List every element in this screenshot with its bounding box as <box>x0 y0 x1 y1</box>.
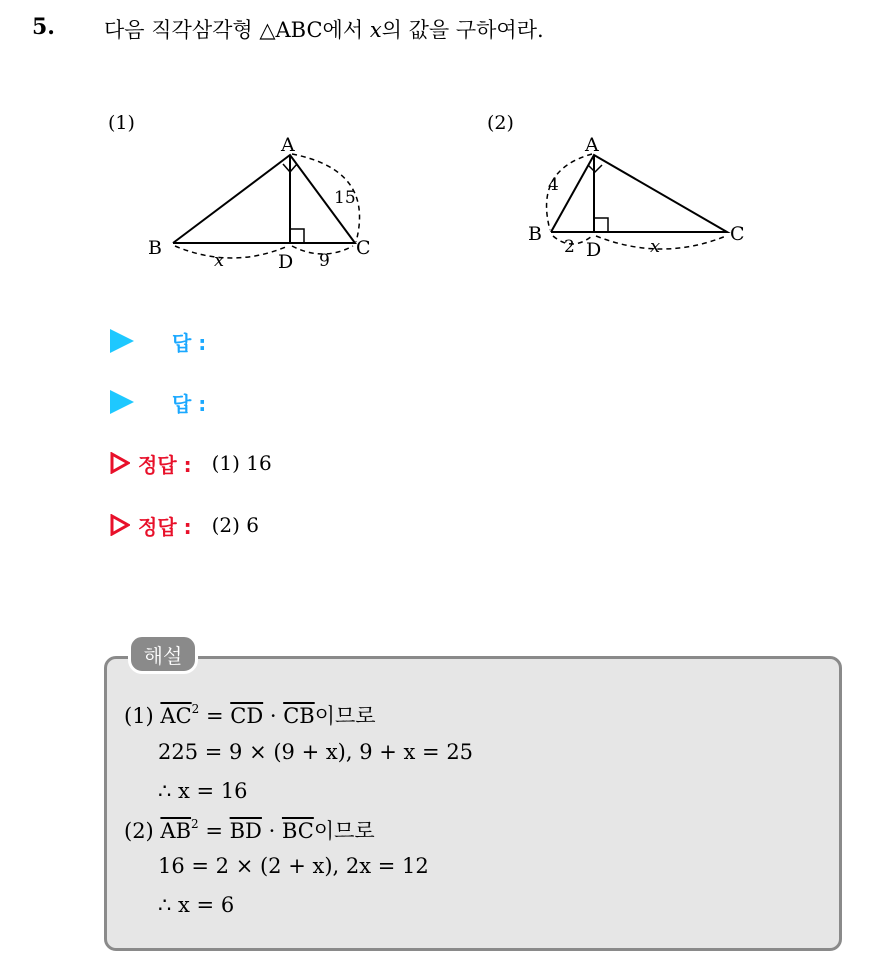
figure-1-right-angle-d <box>290 229 304 243</box>
question-text <box>104 14 544 44</box>
equals: = <box>198 819 230 843</box>
question-text-before: 다음 직각삼각형 △ABC에서 <box>104 18 370 42</box>
figure-1-vertex-b: B <box>148 237 162 259</box>
figure-1-diagram <box>140 130 390 270</box>
solution-1-line-1 <box>124 700 376 730</box>
solution-2-line-1 <box>124 815 375 845</box>
figure-2-vertex-a: A <box>585 134 599 156</box>
segment-ac: $\overline{AC}$ <box>160 704 192 728</box>
correct-answer-row-1 <box>110 448 272 478</box>
outline-triangle-icon <box>110 452 130 474</box>
figure-1-length-dc: 9 <box>319 251 330 270</box>
figure-2-label: (2) <box>487 112 514 134</box>
figure-1-vertex-a: A <box>281 134 295 156</box>
figure-2-vertex-d: D <box>586 239 602 261</box>
figure-2-length-bd: 2 <box>564 237 575 257</box>
figure-2-right-angle-d <box>594 218 608 232</box>
segment-cd: $\overline{CD}$ <box>230 704 264 728</box>
segment-cb: $\overline{CB}$ <box>283 704 315 728</box>
solution-2-line-2: 16 = 2 × (2 + x), 2x = 12 <box>158 854 429 878</box>
solution-1-line-3: ∴ x = 16 <box>158 779 248 803</box>
solution-2-line-3: ∴ x = 6 <box>158 893 235 917</box>
solution-2-prefix: (2) <box>124 819 161 843</box>
play-icon <box>110 390 134 414</box>
answer-row-1 <box>110 326 206 356</box>
question-text-after: 의 값을 구하여라. <box>381 18 544 42</box>
answer-row-2 <box>110 387 206 417</box>
correct-answer-label: 정답 : <box>138 452 192 477</box>
solution-tag: 해설 <box>128 634 198 674</box>
figure-1-vertex-d: D <box>278 251 294 270</box>
play-icon <box>110 329 134 353</box>
question-number: 5. <box>32 14 55 40</box>
solution-1-line-2: 225 = 9 × (9 + x), 9 + x = 25 <box>158 740 474 764</box>
segment-bc: $\overline{BC}$ <box>281 819 314 843</box>
figure-1-vertex-c: C <box>356 237 371 259</box>
figure-2-length-dc: x <box>650 236 661 257</box>
superscript: 2 <box>191 817 199 831</box>
equals: = <box>199 704 231 728</box>
dot: · <box>263 704 284 728</box>
figure-2-vertex-c: C <box>730 223 745 245</box>
figure-1-length-ac: 15 <box>334 188 356 208</box>
correct-answer-value: (1) 16 <box>211 451 272 475</box>
figure-2-triangle <box>551 155 727 232</box>
question-variable: x <box>369 18 382 42</box>
suffix: 이므로 <box>313 819 375 843</box>
figure-2-vertex-b: B <box>528 223 542 245</box>
figure-2-diagram <box>524 130 754 265</box>
solution-1-prefix: (1) <box>124 704 161 728</box>
figure-2-arc-dc <box>596 236 726 249</box>
correct-answer-row-2 <box>110 510 259 540</box>
outline-triangle-icon <box>110 514 130 536</box>
superscript: 2 <box>191 702 200 716</box>
correct-answer-value: (2) 6 <box>211 513 260 537</box>
answer-label: 답 : <box>172 391 207 416</box>
answer-label: 답 : <box>172 330 207 355</box>
dot: · <box>261 819 282 843</box>
correct-answer-label: 정답 : <box>138 514 192 539</box>
figure-2-length-ab: 4 <box>548 175 559 195</box>
suffix: 이므로 <box>314 704 376 728</box>
figure-1-length-bd: x <box>214 250 225 270</box>
figure-1-arc-bd <box>175 246 288 258</box>
segment-bd: $\overline{BD}$ <box>229 819 262 843</box>
figure-1-triangle <box>173 155 355 243</box>
figure-1-label: (1) <box>108 112 135 134</box>
segment-ab: $\overline{AB}$ <box>160 819 192 843</box>
